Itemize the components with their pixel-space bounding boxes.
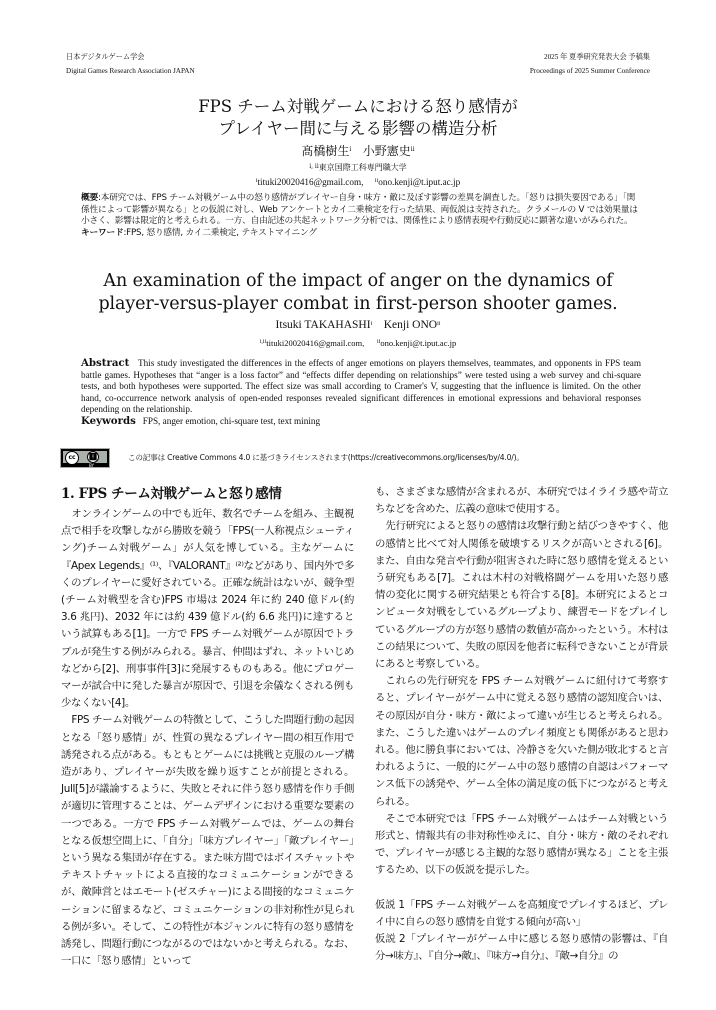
email1-ja-sup: i	[255, 178, 258, 184]
body-paragraph: これらの先行研究を FPS チーム対戦ゲームに紐付けて考察すると、プレイヤーがゲーム中に覚える怒り感情の認知度合いは、その原因が自分・味方・敵によって違いが生じると考えられる。また、こうした違いはゲームのプレイ頻度とも関係があると思われる。他に勝負事においては、冷静さを欠いた側が敗北すると言われるように、一般的にゲーム中の怒り感情の自認はパフォーマンス低下の誘発や、ゲーム全体の満足度の低下につながると考えられる。	[375, 675, 668, 808]
body-paragraph: も、さまざまな感情が含まれるが、本研究ではイライラ感や苛立ちなどを含めた、広義の意味で使用する。	[375, 486, 668, 516]
title-en-line2: player-versus-player combat in first-person shooter games.	[98, 293, 618, 314]
hypothesis-2: 仮説 2「プレイヤーがゲーム中に感じる怒り感情の影響は、『自分→味方』、『自分→敵』、『味方→自分』、『敵→自分』の	[375, 933, 668, 963]
email2-ja: ono.kenji@t.iput.ac.jp	[378, 177, 461, 187]
by-label: BY	[89, 463, 94, 468]
column-right	[375, 484, 668, 965]
keywords-en-text: FPS, anger emotion, chi-square test, text mining	[142, 415, 321, 426]
title-en	[0, 270, 716, 315]
license-row	[60, 448, 660, 470]
abstract-en	[81, 358, 641, 428]
abstract-en-text: This study investigated the differences in the effects of anger emotions on players themselves, teammates, and opponents in FPS team battle games. Hypotheses that “anger is a loss factor” and “effects differ depending on relationships” were tested using a web survey and chi-square tests, and both hypotheses were supported. The effect size was small according to Cramer's V, suggesting that the influence is limited. On the other hand, co-occurrence network analysis of open-ended responses revealed significant differences in emotional expressions and behavioral responses depending on the relationship.	[81, 358, 642, 415]
keywords-ja-text: :FPS, 怒り感情, カイ二乗検定, テキストマイニング	[123, 228, 317, 239]
author2-en: Kenji ONO	[383, 319, 438, 331]
abstract-ja	[81, 193, 641, 240]
authors-en	[0, 318, 716, 333]
email1-en: tituki20020416@gmail.com,	[266, 338, 365, 348]
author1-ja: 髙橋樹生	[301, 144, 350, 158]
hypothesis-1: 仮説 1「FPS チーム対戦ゲームを高頻度でプレイするほど、プレイ中に自らの怒り感情を自覚する傾向が高い」	[375, 898, 668, 928]
author1-en-sup: i	[370, 321, 373, 327]
author2-en-sup: ii	[437, 321, 441, 327]
section-heading-1: 1. FPS チーム対戦ゲームと怒り感情	[61, 486, 282, 502]
body-paragraph: そこで本研究では「FPS チーム対戦ゲームはチーム対戦という形式と、情報共有の非対称性ゆえに、自分・味方・敵のそれぞれで、プレイヤーが感じる主観的な怒り感情が異なる」ことを主張するため、以下の仮説を提示した。	[375, 812, 668, 877]
license-text: この記事は Creative Commons 4.0 に基づきライセンスされます(https://creativecommons.org/licenses/by/4.0/)。	[128, 453, 524, 462]
keywords-ja-label: キーワード	[81, 228, 124, 239]
body-paragraph: FPS チーム対戦ゲームの特徴として、こうした問題行動の起因となる「怒り感情」が、性質の異なるプレイヤー間の相互作用で誘発される点がある。もともとゲームには挑戦と克服のループ構造があり、プレイヤーが失敗を繰り返すことが前提とされる。Jull[5]が議論するように、失敗とそれに伴う怒り感情を作り手側が適切に管理することは、ゲームデザインにおける重要な要素の一つである。一方で FPS チーム対戦ゲームでは、ゲームの舞台となる仮想空間上に、「自分」「味方プレイヤー」「敵プレイヤー」という異なる集団が存在する。また味方間ではボイスチャットやテキストチャットによる直接的なコミュニケーションができるが、敵陣営とはエモート(ゼスチャー)による間接的なコミュニケーションに留まるなど、コミュニケーションの非対称性が見られる例が多い。そして、この特性が本ジャンルに特有の怒り感情を誘発し、問題行動につながるのではないかと考えられる。なお、一口に「怒り感情」といって	[61, 714, 354, 968]
affiliation-sup: i, ii	[309, 163, 319, 170]
header-right	[530, 50, 650, 78]
proceedings-name-ja: 2025 年 夏季研究発表大会 予稿集	[543, 53, 650, 61]
emails-en	[0, 337, 716, 349]
cc-by-badge[interactable]	[60, 448, 110, 468]
email2-en: ono.kenji@t.iput.ac.jp	[380, 338, 457, 348]
abstract-en-label: Abstract	[81, 357, 130, 369]
author2-ja: 小野憲史	[362, 144, 411, 158]
header-left	[66, 50, 195, 78]
emails-ja	[0, 175, 716, 189]
email1-en-sup: i,ii	[259, 339, 267, 345]
spacer	[375, 880, 668, 897]
cc-icon: cc	[65, 451, 79, 465]
affiliation-name: 東京国際工科専門職大学	[318, 163, 407, 172]
keywords-en-label: Keywords	[81, 414, 136, 427]
attribution-person-icon: 🚹︎	[88, 452, 98, 461]
author2-ja-sup: ii	[410, 146, 415, 153]
authors-ja	[0, 143, 716, 159]
abstract-ja-label: 概要	[81, 193, 98, 203]
society-name-en: Digital Games Research Association JAPAN	[66, 67, 195, 75]
abstract-ja-text: :本研究では、FPS チーム対戦ゲーム中の怒り感情がプレイヤー自身・味方・敵に及ぼす影響の差異を調査した。「怒りは損失要因である」「関係性によって影響が異なる」との仮説に対し、Web アンケートとカイ二乗検定を行った結果、両仮説は支持された。クラメールの V では効果量は小さく、影響は限定的と考えられる。一方、自由記述の共起ネットワーク分析では、関係性により感情表現や行動反応に顕著な違いがみられた。	[81, 193, 638, 227]
email1-ja: tituki20020416@gmail.com,	[257, 177, 364, 187]
author1-ja-sup: i	[349, 146, 352, 153]
email2-en-sup: ii	[377, 339, 381, 345]
title-ja-line2: プレイヤー間に与える影響の構造分析	[218, 119, 498, 138]
title-ja-line1: FPS チーム対戦ゲームにおける怒り感情が	[198, 97, 518, 116]
affiliation-ja	[0, 162, 716, 174]
title-ja	[0, 96, 716, 140]
email2-ja-sup: ii	[374, 178, 379, 184]
column-left	[61, 484, 354, 970]
title-en-line1: An examination of the impact of anger on the dynamics of	[103, 271, 613, 291]
proceedings-name-en: Proceedings of 2025 Summer Conference	[529, 67, 650, 75]
body-paragraph: オンラインゲームの中でも近年、数名でチームを組み、主観視点で相手を攻撃しながら勝敗を競う「FPS(一人称視点シューティング)チーム対戦ゲーム」が人気を博している。主なゲームに『Apex Legends』⁽¹⁾、『VALORANT』⁽²⁾などがあり、国内外で多くのプレイヤーに愛好されている。正確な統計はないが、競争型(チーム対戦型を含む)FPS 市場は 2024 年に約 240 億ドル(約 3.6 兆円)、2032 年には約 439 億ドル(約 6.6 兆円)に達するという試算もある[1]。一方で FPS チーム対戦ゲームが原因でトラブルが発生する例がみられる。暴言、仲間はずれ、ネットいじめなどから[2]、刑事事件[3]に発展するものもある。他にプロゲーマーが試合中に発した暴言が原因で、引退を余儀なくされる例も少なくない[4]。	[61, 508, 355, 710]
society-name-ja: 日本デジタルゲーム学会	[66, 53, 145, 61]
author1-en: Itsuki TAKAHASHI	[275, 319, 371, 331]
body-paragraph: 先行研究によると怒りの感情は攻撃行動と結びつきやすく、他の感情と比べて対人関係を破壊するリスクが高いとされる[6]。また、自由な発言や行動が阻害された時に怒り感情を覚えるという研究もある[7]。これは木村の対戦格闘ゲームを用いた怒り感情の変化に関する研究結果とも符合する[8]。本研究によるとコンピュータ対戦をしているグループより、練習モードをプレイしているグループの方が怒り感情の数値が高かったという。木村はこの結果について、失敗の原因を他者に転科できないことが背景にあると考察している。	[375, 520, 668, 671]
